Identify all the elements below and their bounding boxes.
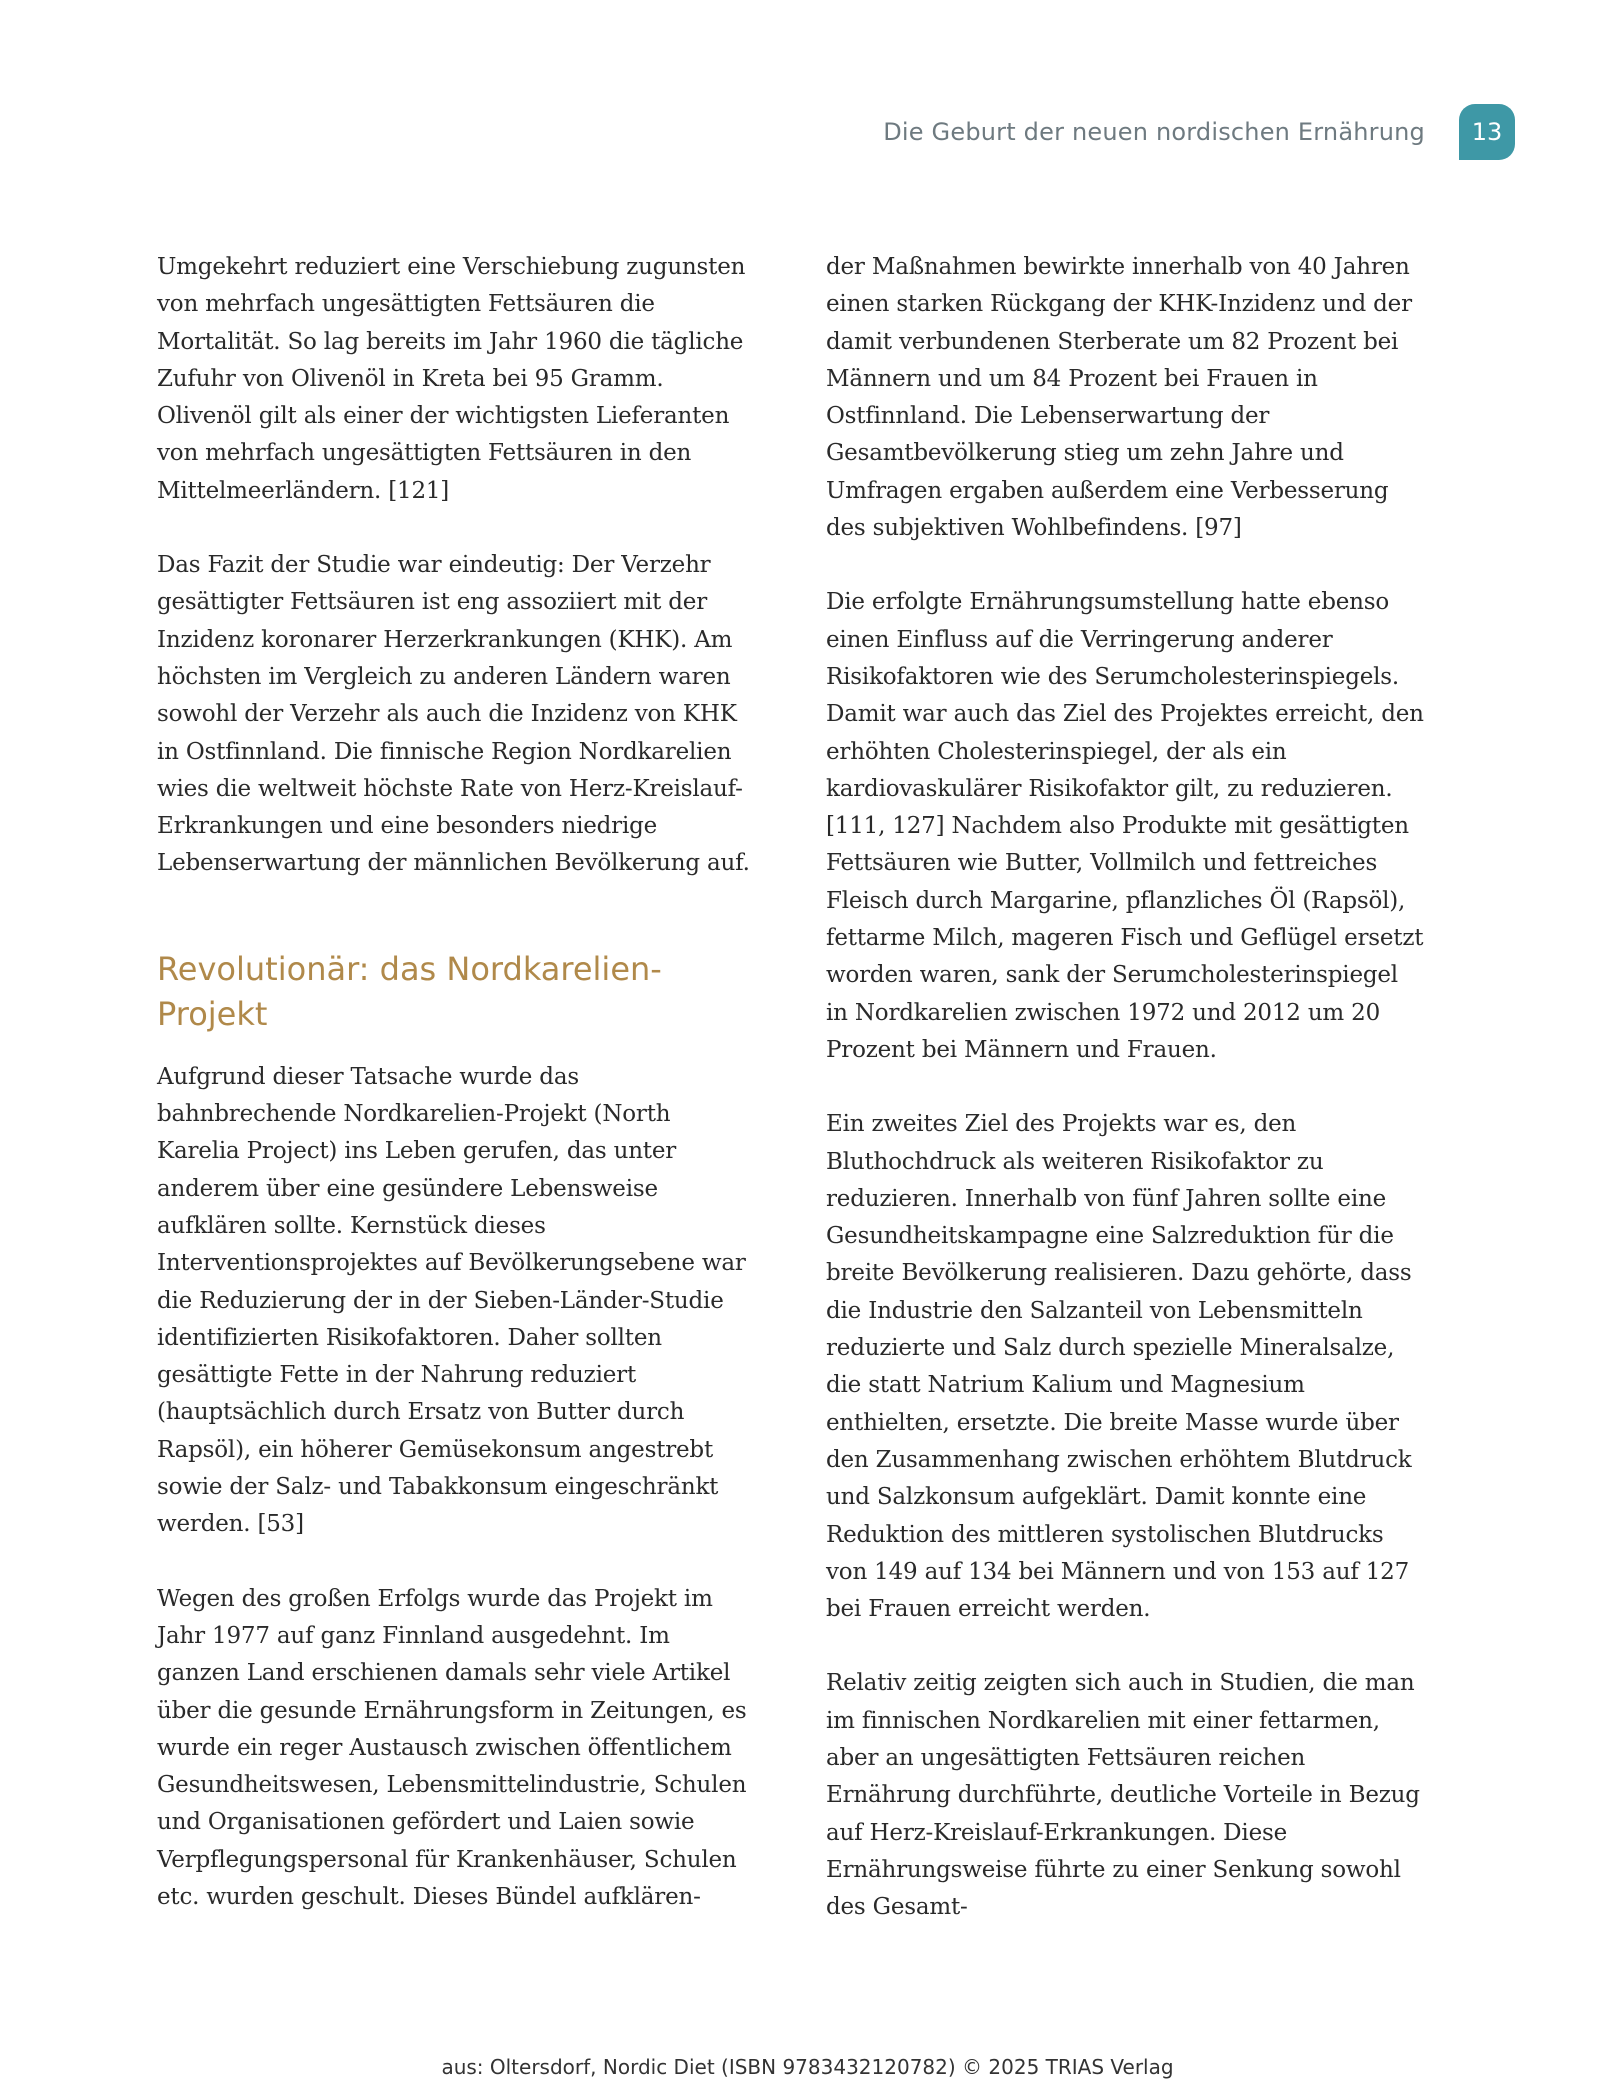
paragraph: Wegen des großen Erfolgs wurde das Projekt im Jahr 1977 auf ganz Finnland ausgedehnt. Im ganzen Land erschienen damals sehr viele Artikel über die gesunde Ernährungsform in Zeitungen, es wurde ein reger Austausch zwischen öffentlichem Gesundheitswesen, Lebensmittelindustrie, Schulen und Organisationen gefördert und Laien sowie Verpflegungspersonal für Krankenhäuser, Schulen etc. wurden geschult. Dieses Bündel aufklären-: [157, 1585, 747, 1910]
left-column: [157, 249, 757, 1953]
paragraph: Umgekehrt reduziert eine Verschiebung zugunsten von mehrfach ungesättigten Fettsäuren die Mortalität. So lag bereits im Jahr 1960 die tägliche Zufuhr von Olivenöl in Kreta bei 95 Gramm. Olivenöl gilt als einer der wichtigsten Lieferanten von mehrfach ungesättigten Fettsäuren in den Mittelmeerländern. [121]: [157, 254, 746, 504]
paragraph: Ein zweites Ziel des Projekts war es, den Bluthochdruck als weiteren Risikofaktor zu reduzieren. Innerhalb von fünf Jahren sollte eine Gesundheitskampagne eine Salzreduktion für die breite Bevölkerung realisieren. Dazu gehörte, dass die Industrie den Salzanteil von Lebensmitteln reduzierte und Salz durch spezielle Mineralsalze, die statt Natrium Kalium und Magnesium enthielten, ersetzte. Die breite Masse wurde über den Zusammenhang zwischen erhöhtem Blutdruck und Salzkonsum aufgeklärt. Damit konnte eine Reduktion des mittleren systolischen Blutdrucks von 149 auf 134 bei Männern und von 153 auf 127 bei Frauen erreicht werden.: [826, 1111, 1412, 1623]
chapter-title: Die Geburt der neuen nordischen Ernährung: [883, 118, 1425, 146]
paragraph: Relativ zeitig zeigten sich auch in Studien, die man im finnischen Nordkarelien mit einer fettarmen, aber an ungesättigten Fettsäuren reichen Ernährung durchführte, deutliche Vorteile in Bezug auf Herz-Kreislauf-Erkrankungen. Diese Ernährungsweise führte zu einer Senkung sowohl des Gesamt-: [826, 1670, 1420, 1921]
paragraph: Aufgrund dieser Tatsache wurde das bahnbrechende Nordkarelien-Projekt (North Karelia Project) ins Leben gerufen, das unter anderem über eine gesündere Lebensweise aufklären sollte. Kernstück dieses Interventionsprojektes auf Bevölkerungsebene war die Reduzierung der in der Sieben-Länder-Studie identifizierten Risikofaktoren. Daher sollten gesättigte Fette in der Nahrung reduziert (hauptsächlich durch Ersatz von Butter durch Rapsöl), ein höherer Gemüsekonsum angestrebt sowie der Salz- und Tabakkonsum eingeschränkt werden. [53]: [157, 1063, 746, 1538]
paragraph: Die erfolgte Ernährungsumstellung hatte ebenso einen Einfluss auf die Verringerung anderer Risikofaktoren wie des Serumcholesterinspiegels. Damit war auch das Ziel des Projektes erreicht, den erhöhten Cholesterinspiegel, der als ein kardiovaskulärer Risikofaktor gilt, zu reduzieren. [111, 127] Nachdem also Produkte mit gesättigten Fettsäuren wie Butter, Vollmilch und fettreiches Fleisch durch Margarine, pflanzliches Öl (Rapsöl), fettarme Milch, mageren Fisch und Geflügel ersetzt worden waren, sank der Serumcholesterinspiegel in Nordkarelien zwischen 1972 und 2012 um 20 Prozent bei Männern und Frauen.: [826, 589, 1424, 1063]
running-header: [883, 104, 1515, 160]
page-number-badge: 13: [1459, 104, 1515, 160]
paragraph: der Maßnahmen bewirkte innerhalb von 40 Jahren einen starken Rückgang der KHK-Inzidenz und der damit verbundenen Sterberate um 82 Prozent bei Männern und um 84 Prozent bei Frauen in Ostfinnland. Die Lebenserwartung der Gesamtbevölkerung stieg um zehn Jahre und Umfragen ergaben außerdem eine Verbesserung des subjektiven Wohlbefindens. [97]: [826, 254, 1412, 542]
right-column: [826, 249, 1426, 1963]
paragraph: Das Fazit der Studie war eindeutig: Der Verzehr gesättigter Fettsäuren ist eng assoziiert mit der Inzidenz koronarer Herzerkrankungen (KHK). Am höchsten im Vergleich zu anderen Ländern waren sowohl der Verzehr als auch die Inzidenz von KHK in Ostfinnland. Die finnische Region Nordkarelien wies die weltweit höchste Rate von Herz-Kreislauf-Erkrankungen und eine besonders niedrige Lebenserwartung der männlichen Bevölkerung auf.: [157, 552, 750, 877]
section-heading: Revolutionär: das Nordkarelien-Projekt: [157, 949, 662, 1033]
copyright-footer: aus: Oltersdorf, Nordic Diet (ISBN 9783432120782) © 2025 TRIAS Verlag: [441, 2055, 1174, 2079]
